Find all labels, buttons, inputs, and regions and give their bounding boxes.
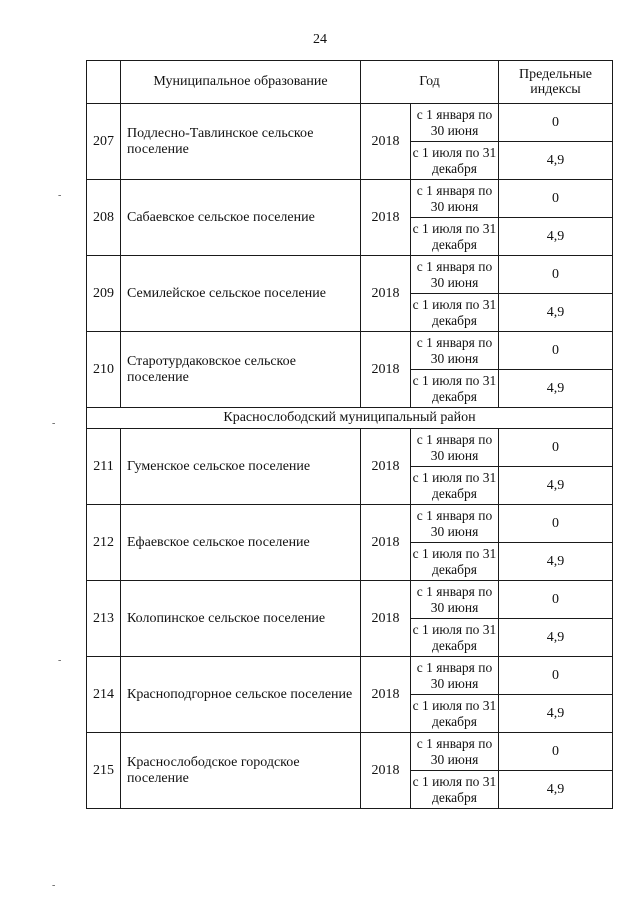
index-second-half: 4,9 bbox=[499, 771, 613, 809]
row-year: 2018 bbox=[361, 104, 411, 180]
table-row bbox=[87, 256, 613, 294]
scan-mark: - bbox=[58, 190, 62, 201]
period-first-half: с 1 января по 30 июня bbox=[411, 581, 499, 619]
row-year: 2018 bbox=[361, 180, 411, 256]
table-row bbox=[87, 733, 613, 771]
municipality-name: Подлесно-Тавлинское сельское поселение bbox=[121, 104, 361, 180]
district-row bbox=[87, 408, 613, 429]
row-year: 2018 bbox=[361, 581, 411, 657]
index-second-half: 4,9 bbox=[499, 294, 613, 332]
page-number: 24 bbox=[313, 32, 327, 47]
index-first-half: 0 bbox=[499, 332, 613, 370]
index-first-half: 0 bbox=[499, 429, 613, 467]
index-second-half: 4,9 bbox=[499, 467, 613, 505]
table-row bbox=[87, 657, 613, 695]
index-second-half: 4,9 bbox=[499, 543, 613, 581]
header-number-cell bbox=[87, 61, 121, 104]
tariff-index-table bbox=[86, 60, 613, 809]
index-second-half: 4,9 bbox=[499, 695, 613, 733]
row-number: 215 bbox=[87, 733, 121, 809]
municipality-name: Гуменское сельское поселение bbox=[121, 429, 361, 505]
row-number: 210 bbox=[87, 332, 121, 408]
table-row bbox=[87, 332, 613, 370]
period-second-half: с 1 июля по 31 декабря bbox=[411, 695, 499, 733]
index-first-half: 0 bbox=[499, 505, 613, 543]
header-municipality: Муниципальное образование bbox=[121, 61, 361, 104]
header-index: Предельные индексы bbox=[499, 61, 613, 104]
row-year: 2018 bbox=[361, 332, 411, 408]
period-first-half: с 1 января по 30 июня bbox=[411, 104, 499, 142]
period-first-half: с 1 января по 30 июня bbox=[411, 256, 499, 294]
row-number: 209 bbox=[87, 256, 121, 332]
table-row bbox=[87, 429, 613, 467]
row-year: 2018 bbox=[361, 429, 411, 505]
index-second-half: 4,9 bbox=[499, 142, 613, 180]
header-year: Год bbox=[361, 61, 499, 104]
index-first-half: 0 bbox=[499, 581, 613, 619]
index-first-half: 0 bbox=[499, 256, 613, 294]
municipality-name: Красноподгорное сельское поселение bbox=[121, 657, 361, 733]
row-number: 212 bbox=[87, 505, 121, 581]
row-number: 214 bbox=[87, 657, 121, 733]
row-number: 213 bbox=[87, 581, 121, 657]
period-second-half: с 1 июля по 31 декабря bbox=[411, 218, 499, 256]
table-row bbox=[87, 104, 613, 142]
index-first-half: 0 bbox=[499, 657, 613, 695]
table-row bbox=[87, 505, 613, 543]
scan-mark: - bbox=[52, 418, 56, 429]
municipality-name: Семилейское сельское поселение bbox=[121, 256, 361, 332]
municipality-name: Колопинское сельское поселение bbox=[121, 581, 361, 657]
period-second-half: с 1 июля по 31 декабря bbox=[411, 543, 499, 581]
period-first-half: с 1 января по 30 июня bbox=[411, 733, 499, 771]
period-second-half: с 1 июля по 31 декабря bbox=[411, 467, 499, 505]
index-first-half: 0 bbox=[499, 733, 613, 771]
table-row bbox=[87, 180, 613, 218]
index-first-half: 0 bbox=[499, 180, 613, 218]
period-first-half: с 1 января по 30 июня bbox=[411, 657, 499, 695]
period-second-half: с 1 июля по 31 декабря bbox=[411, 771, 499, 809]
row-year: 2018 bbox=[361, 733, 411, 809]
row-number: 211 bbox=[87, 429, 121, 505]
index-first-half: 0 bbox=[499, 104, 613, 142]
municipality-name: Ефаевское сельское поселение bbox=[121, 505, 361, 581]
row-year: 2018 bbox=[361, 505, 411, 581]
row-year: 2018 bbox=[361, 256, 411, 332]
period-second-half: с 1 июля по 31 декабря bbox=[411, 294, 499, 332]
row-year: 2018 bbox=[361, 657, 411, 733]
period-second-half: с 1 июля по 31 декабря bbox=[411, 619, 499, 657]
municipality-name: Краснослободское городское поселение bbox=[121, 733, 361, 809]
period-first-half: с 1 января по 30 июня bbox=[411, 180, 499, 218]
period-first-half: с 1 января по 30 июня bbox=[411, 429, 499, 467]
municipality-name: Старотурдаковское сельское поселение bbox=[121, 332, 361, 408]
municipality-name: Сабаевское сельское поселение bbox=[121, 180, 361, 256]
table-row bbox=[87, 581, 613, 619]
row-number: 207 bbox=[87, 104, 121, 180]
scan-mark: - bbox=[58, 655, 62, 666]
table-header-row bbox=[87, 61, 613, 104]
index-second-half: 4,9 bbox=[499, 619, 613, 657]
period-first-half: с 1 января по 30 июня bbox=[411, 505, 499, 543]
index-second-half: 4,9 bbox=[499, 370, 613, 408]
row-number: 208 bbox=[87, 180, 121, 256]
period-first-half: с 1 января по 30 июня bbox=[411, 332, 499, 370]
district-title: Краснослободский муниципальный район bbox=[87, 408, 613, 429]
period-second-half: с 1 июля по 31 декабря bbox=[411, 370, 499, 408]
period-second-half: с 1 июля по 31 декабря bbox=[411, 142, 499, 180]
index-second-half: 4,9 bbox=[499, 218, 613, 256]
scan-mark: - bbox=[52, 880, 56, 891]
